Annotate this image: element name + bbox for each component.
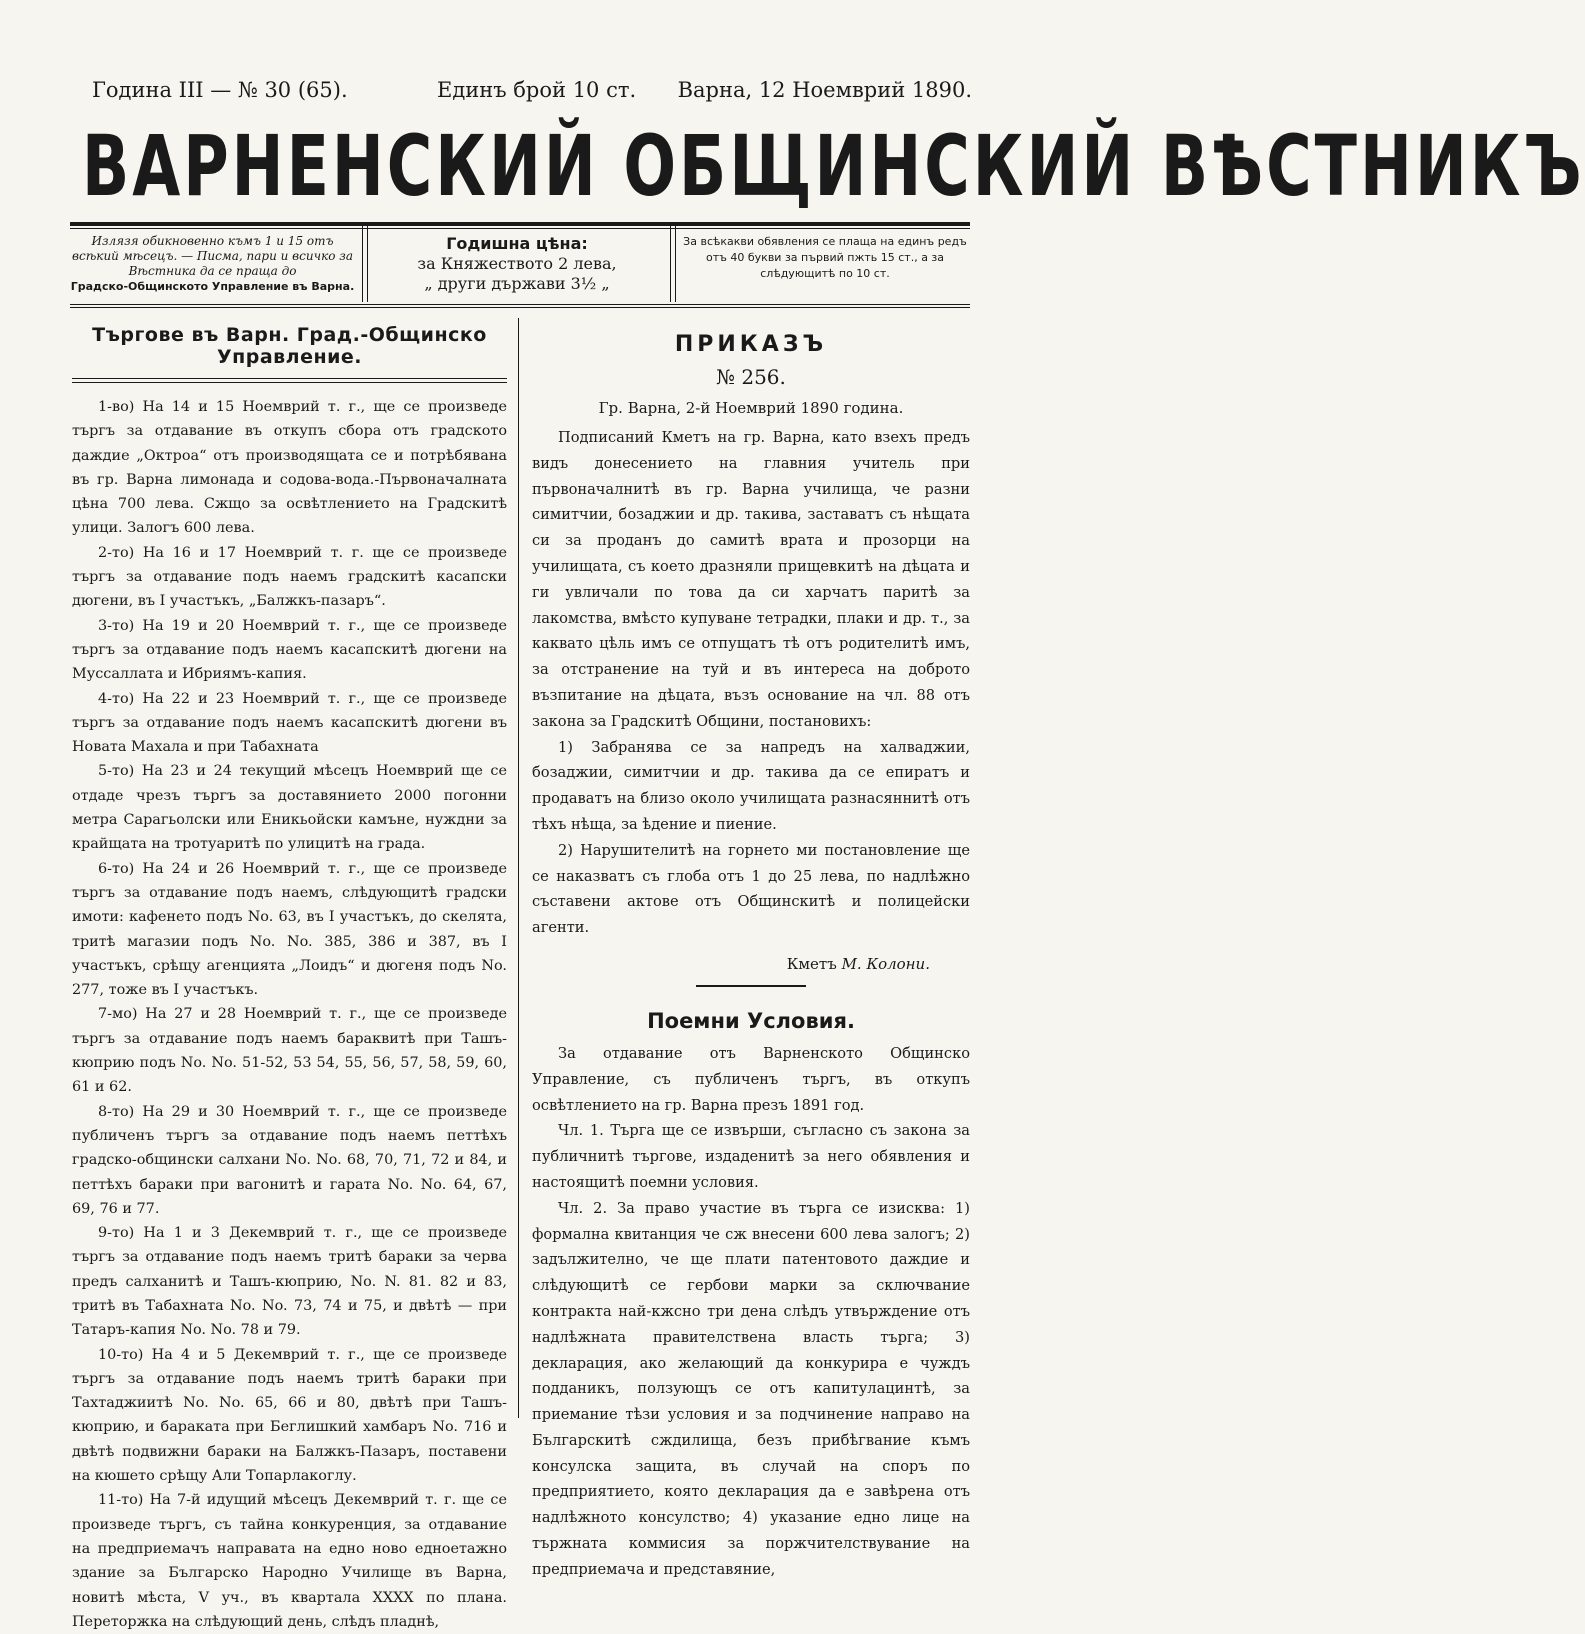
auction-paragraph: 5-то) На 23 и 24 текущий мѣсецъ Ноемврий ще се отдаде чрезъ търгъ за доставянието 2000 погонни метра Сарагьолски или Еникьойски камъне, нуждни за крайщата на тротуаритѣ по улицитѣ на града. [72,763,507,853]
info-rule-bottom-2 [70,307,970,308]
price-heading: Годишна цѣна: [446,234,588,253]
auctions-title-rule [72,378,507,383]
auction-paragraph: 8-то) На 29 и 30 Ноемврий т. г., ще се произведе публиченъ търгъ за отдавание подъ наемъ петтѣхъ градско-общински салхани No. No. 68, 70, 71, 72 и 84, и петтѣхъ бараки при вагонитѣ и гарата No. No. 64, 67, 69, 76 и 77. [72,1103,507,1217]
publication-info [70,234,355,296]
section-divider [696,985,806,987]
auction-paragraph: 9-то) На 1 и 3 Декемврий т. г., ще се произведе търгъ за отдавание подъ наемъ тритѣ бараки за черва предъ салханитѣ и Ташъ-кюприю, No. N. 81. 82 и 83, тритѣ въ Табахната No. No. 73, 74 и 75, и двѣтѣ — при Татаръ-капия No. No. 78 и 79. [72,1225,507,1339]
auction-paragraph: 7-мо) На 27 и 28 Ноемврий т. г., ще се произведе търгъ за отдавание подъ наемъ бараквитѣ при Ташъ-кюприю подъ No. No. 51-52, 53 54, 55, 56, 57, 58, 59, 60, 61 и 62. [72,1006,507,1096]
price-domestic: за Княжеството 2 лева, [417,254,617,273]
order-number: № 256. [716,365,786,389]
signature-title: Кметъ [786,954,837,973]
auction-paragraph: 3-то) На 19 и 20 Ноемврий т. г., ще се произведе търгъ за отдавание подъ наемъ касапскитѣ дюгени на Муссаллата и Ибриямъ-капия. [72,617,507,683]
price-foreign: „ други държави 3½ „ [424,274,610,293]
top-line [92,78,972,108]
auctions-title: Търгове въ Варн. Град.-Общинско Управление. [92,324,487,368]
column-separator [518,318,519,1418]
left-column [72,318,507,1634]
info-separator [362,226,368,302]
order-title: ПРИКАЗЪ [674,332,828,357]
order-signature [532,955,930,973]
masthead-rule-thick [70,222,970,226]
issue-number: Година III — № 30 (65). [92,78,348,102]
conditions-paragraph: Чл. 2. За право участие въ търга се изисква: 1) формална квитанция че сж внесени 600 лева залогъ; 2) задължително, че ще плати патентовото даждие и слѣдующитѣ се гербови марки за сключвание контракта най-кжсно три дена слѣдъ утвърждение отъ надлѣжната правителствена власть търга; 3) декларация, ако желающий да конкурира е чуждъ подданикъ, ползующъ се отъ капитулацинтѣ, за приемание тѣзи условия и за подчинение направо на Българскитѣ сждилища, безъ прибѣгвание къмъ консулска защита, въ случай на споръ по предприятието, която декларация да е завѣрена отъ надлѣжното консулство; 4) указание едно лице на тържната коммисия за поржчителствувание на предприемача и представяние, [532,1199,970,1578]
auction-paragraph: 11-то) На 7-й идущий мѣсецъ Декемврий т. г. ще се произведе търгъ, съ тайна конкуренция, за отдавание на предприемачъ направата на едно ново едноетажно здание за Българско Народно Училище въ Варна, новитѣ мѣста, V уч., въ квартала XXXX по плана. Переторжка на слѣдующий день, слѣдъ пладнѣ, [72,1492,507,1630]
ads-info: За всѣкакви обявления се плаща на единъ редъ отъ 40 букви за първий пжть 15 ст., а за слѣдующитѣ по 10 ст. [683,235,967,280]
single-copy-price: Единъ брой 10 ст. [437,78,637,102]
conditions-title: Поемни Условия. [647,1008,855,1033]
conditions-paragraph: За отдавание отъ Варненското Общинско Управление, съ публиченъ търгъ, въ откупъ освѣтлението на гр. Варна презъ 1891 год. [532,1044,970,1114]
issue-date: Варна, 12 Ноемврий 1890. [677,78,972,102]
auctions-body [72,395,507,1634]
info-rule-bottom [70,304,970,305]
masthead-title: ВАРНЕНСКИЙ ОБЩИНСКИЙ ВѢСТНИКЪ [82,116,1585,216]
info-separator [670,226,676,302]
auction-paragraph: 6-то) На 24 и 26 Ноемврий т. г., ще се произведе търгъ за отдавание подъ наемъ, слѣдующитѣ градски имоти: кафенето подъ No. 63, въ I участъкъ, до скелята, тритѣ магазии подъ No. No. 385, 386 и 387, въ I участъкъ, срѣщу агенцията „Лоидъ“ и дюгеня подъ No. 277, тоже въ I участъкъ. [72,860,507,999]
publication-address: Градско-Общинското Управление въ Варна. [70,280,355,293]
publication-text: Излязя обикновенно къмъ 1 и 15 отъ всѣкий мѣсецъ. — Писма, пари и всичко за Вѣстника да се праща до [71,234,353,278]
order-paragraph: 2) Нарушителитѣ на горнето ми постановление ще се наказватъ съ глоба отъ 1 до 25 лева, по надлѣжно съставени актове отъ Общинскитѣ и полицейски агенти. [532,841,970,937]
auction-paragraph: 10-то) На 4 и 5 Декемврий т. г., ще се произведе търгъ за отдавание подъ наемъ тритѣ бараки при Тахтаджиитѣ No. No. 65, 66 и 80, двѣтѣ при Ташъ-кюприю, и бараката при Беглишкий хамбаръ No. 716 и двѣтѣ подвижни бараки на Балжкъ-Пазаръ, поставени на кюшето срѣщу Али Топарлакоглу. [72,1346,507,1485]
auction-paragraph: 1-во) На 14 и 15 Ноемврий т. г., ще се произведе търгъ за отдавание въ откупъ сбора отъ градското даждие „Октроа“ отъ производящата се и потрѣбявана въ гр. Варна лимонада и содова-вода.-Първоначалната цѣна 700 лева. Сжщо за освѣтлението на Градскитѣ улици. Залогъ 600 лева. [72,399,507,537]
order-place-date: Гр. Варна, 2-й Ноемврий 1890 година. [598,399,904,417]
subscription-info [372,234,662,296]
signature-name: М. Колони. [841,954,930,973]
right-column [532,318,970,1583]
conditions-paragraph: Чл. 1. Търга ще се извърши, съгласно съ закона за публичнитѣ търгове, издаденитѣ за него обявления и настоящитѣ поемни условия. [532,1122,970,1191]
order-paragraph: Подписаний Кметъ на гр. Варна, като взехъ предъ видъ донесението на главния учитель при първоначалнитѣ въ гр. Варна училища, че разни симитчии, бозаджии и др. такива, заставатъ съ нѣщата си за проданъ до самитѣ врата и прозорци на училищата, съ което дразняли прищевкитѣ на дѣцата и ги увличали по това да си харчатъ паритѣ за лакомства, вмѣсто купуване тетрадки, плаки и др. т., за каквато цѣль имъ се отпущатъ тѣ отъ родителитѣ имъ, за отстранение на туй и въ интереса на доброто възпитание на дѣцата, възъ основание на чл. 88 отъ закона за Градскитѣ Общини, постановихъ: [532,429,970,730]
auction-paragraph: 2-то) На 16 и 17 Ноемврий т. г. ще се произведе търгъ за отдавание подъ наемъ градскитѣ касапски дюгени, въ I участъкъ, „Балжкъ-пазаръ“. [72,544,507,610]
masthead-rule-thin [70,228,970,229]
auction-paragraph: 4-то) На 22 и 23 Ноемврий т. г., ще се произведе търгъ за отдавание подъ наемъ касапскитѣ дюгени въ Новата Махала и при Табахната [72,690,507,756]
order-paragraph: 1) Забранява се за напредъ на халваджии, бозаджии, симитчии и др. такива да се епиратъ и продаватъ на близо около училищата разнасяннитѣ отъ тѣхъ нѣща, за ѣдение и пиение. [532,738,970,833]
